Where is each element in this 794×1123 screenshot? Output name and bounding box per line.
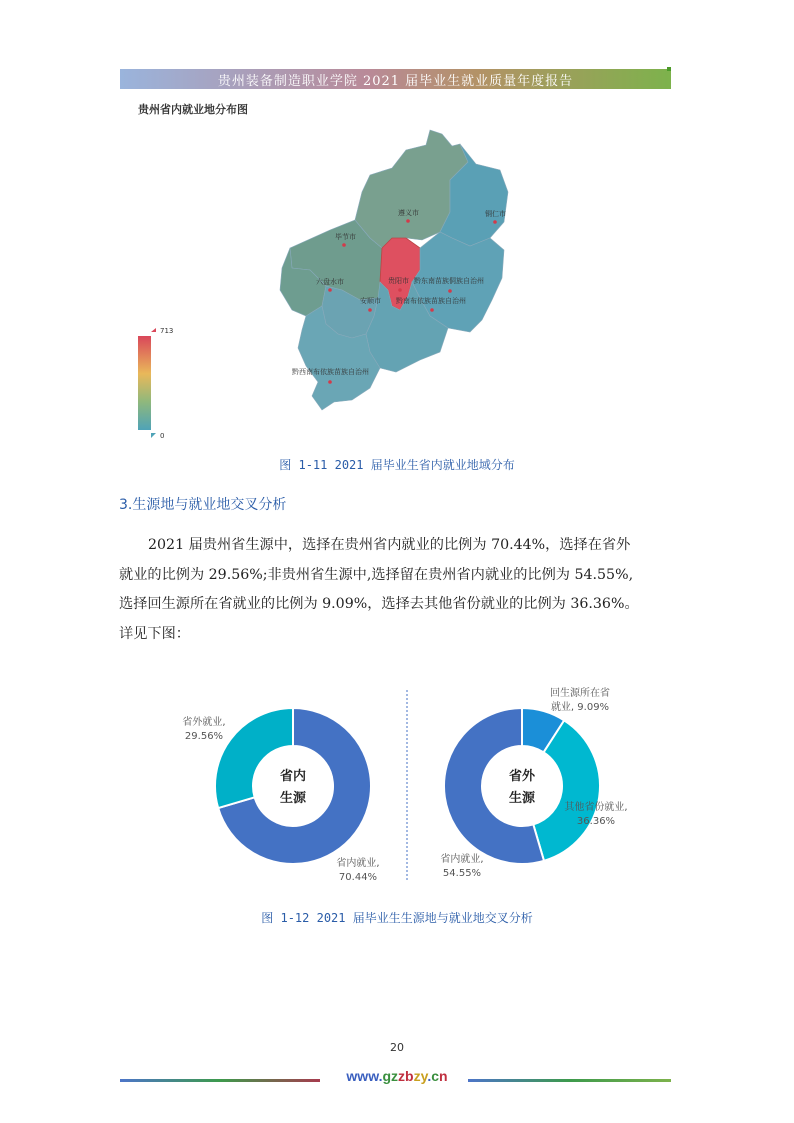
donut-center-label: 生源 [508, 791, 536, 806]
legend-min-handle [151, 433, 156, 438]
report-title: 贵州装备制造职业学院 2021 届毕业生就业质量年度报告 [217, 74, 574, 89]
donut-data-label: 省内就业, [440, 854, 484, 865]
page-number: 20 [390, 1041, 404, 1054]
city-label-qiannan: 黔南布依族苗族自治州 [396, 297, 466, 305]
donut-data-label: 其他省份就业, [564, 802, 628, 813]
donut-data-label: 70.44% [338, 872, 378, 883]
legend-max-label: 713 [160, 327, 174, 335]
map-title: 贵州省内就业地分布图 [138, 103, 248, 116]
city-dot [328, 288, 332, 292]
donut-charts [0, 680, 794, 910]
map-caption: 图 1-11 2021 届毕业生省内就业地域分布 [279, 458, 515, 472]
city-label-bijie: 毕节市 [335, 233, 356, 241]
paragraph-line: 2021 届贵州省生源中，选择在贵州省内就业的比例为 70.44%，选择在省外 [148, 537, 631, 553]
city-dot [430, 308, 434, 312]
city-label-liupanshui: 六盘水市 [316, 278, 344, 286]
donut-data-label: 省内就业, [336, 858, 380, 869]
city-dot [328, 380, 332, 384]
footer-rule-left [120, 1079, 320, 1082]
legend-bar [138, 336, 151, 430]
donut-data-label: 29.56% [184, 731, 224, 742]
city-label-guiyang: 贵阳市 [388, 277, 409, 285]
city-label-anshun: 安顺市 [360, 297, 381, 305]
city-label-zunyi: 遵义市 [398, 209, 419, 217]
footer-rule-right [468, 1079, 671, 1082]
guizhou-map [130, 120, 670, 450]
donut-center-label: 省外 [508, 769, 536, 784]
paragraph-line: 选择回生源所在省就业的比例为 9.09%，选择去其他省份就业的比例为 36.36%。 [119, 596, 639, 612]
city-label-tongren: 铜仁市 [485, 210, 506, 218]
footer-url[interactable] [337, 1068, 457, 1084]
header-banner [120, 69, 671, 89]
donut-data-label: 36.36% [576, 816, 616, 827]
city-label-qiandongnan: 黔东南苗族侗族自治州 [414, 277, 484, 285]
chart-caption: 图 1-12 2021 届毕业生生源地与就业地交叉分析 [261, 911, 533, 925]
banner-corner-mark [667, 67, 671, 71]
donut-data-label: 就业, 9.09% [550, 702, 610, 713]
donut-data-label: 54.55% [442, 868, 482, 879]
city-label-qianxinan: 黔西南布依族苗族自治州 [292, 368, 369, 376]
paragraph-line: 就业的比例为 29.56%;非贵州省生源中,选择留在贵州省内就业的比例为 54.55%, [119, 566, 634, 583]
map-svg [130, 120, 670, 450]
city-dot [398, 288, 402, 292]
legend-max-handle [151, 328, 156, 332]
city-dot [368, 308, 372, 312]
footer-url-text[interactable]: www.gzzbzy.cn [346, 1068, 448, 1084]
body-paragraph [119, 531, 679, 649]
city-dot [406, 219, 410, 223]
donut-data-label: 回生源所在省 [550, 688, 610, 699]
city-dot [448, 289, 452, 293]
donut-center-label: 生源 [279, 791, 307, 806]
city-dot [342, 243, 346, 247]
city-dot [493, 220, 497, 224]
legend-min-label: 0 [160, 432, 165, 440]
donut-data-label: 省外就业, [182, 717, 226, 728]
section-title: 3.生源地与就业地交叉分析 [119, 497, 287, 513]
donut-center-label: 省内 [279, 769, 307, 784]
paragraph-line: 详见下图： [119, 625, 190, 642]
